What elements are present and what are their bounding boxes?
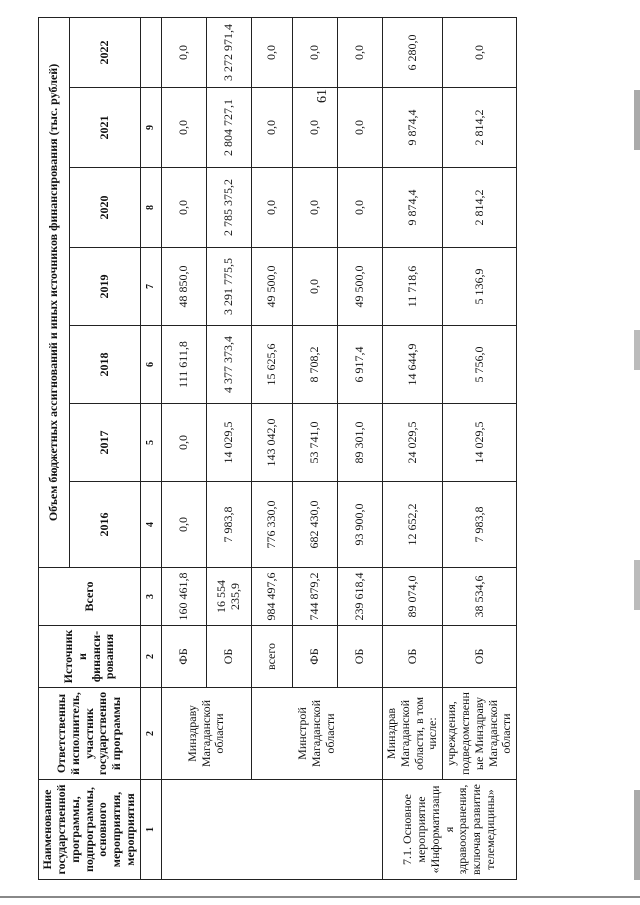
col-num: 4 (141, 482, 162, 568)
value-cell: 14 029,5 (443, 404, 517, 482)
value-cell: 682 430,0 (293, 482, 338, 568)
value-cell: 0,0 (162, 168, 207, 248)
value-cell: 48 850,0 (162, 248, 207, 326)
source-cell: ФБ (293, 626, 338, 688)
value-cell: 0,0 (162, 88, 207, 168)
col-executor-header: Ответственный исполнитель, участник государственной программы (39, 688, 141, 780)
col-num: 2 (141, 688, 162, 780)
executor-cell: Минздраву Магаданской области (162, 688, 252, 780)
value-cell: 49 500,0 (252, 248, 293, 326)
value-cell: 2 814,2 (443, 168, 517, 248)
header-row (39, 17, 70, 879)
col-num: 9 (141, 88, 162, 168)
value-cell: 89 301,0 (338, 404, 383, 482)
column-numbers-row (141, 17, 162, 879)
year-2019: 2019 (70, 248, 141, 326)
value-cell: 49 500,0 (338, 248, 383, 326)
value-cell: 53 741,0 (293, 404, 338, 482)
source-cell: ОБ (338, 626, 383, 688)
year-2016: 2016 (70, 482, 141, 568)
table-row (443, 17, 517, 879)
col-sources-header: Источники финанси-рования (39, 626, 141, 688)
budget-table (38, 17, 517, 880)
source-cell: ОБ (383, 626, 443, 688)
year-2017: 2017 (70, 404, 141, 482)
executor-cell: Минздрав Магаданской области, в том числе: (383, 688, 443, 780)
col-num: 6 (141, 326, 162, 404)
value-cell: 9 874,4 (383, 168, 443, 248)
year-2021: 2021 (70, 88, 141, 168)
scan-edge-mark (634, 560, 640, 610)
value-cell: 15 625,6 (252, 326, 293, 404)
table-row (162, 17, 207, 879)
table-row (252, 17, 293, 879)
total-cell: 984 497,6 (252, 568, 293, 626)
value-cell: 6 917,4 (338, 326, 383, 404)
value-cell: 0,0 (293, 168, 338, 248)
total-cell: 239 618,4 (338, 568, 383, 626)
value-cell: 0,0 (293, 248, 338, 326)
col-num: 8 (141, 168, 162, 248)
source-cell: ФБ (162, 626, 207, 688)
value-cell: 0,0 (252, 88, 293, 168)
value-cell: 14 644,9 (383, 326, 443, 404)
scan-edge-mark (634, 90, 640, 150)
value-cell: 5 136,9 (443, 248, 517, 326)
value-cell: 7 983,8 (443, 482, 517, 568)
value-cell: 111 611,8 (162, 326, 207, 404)
value-cell: 14 029,5 (207, 404, 252, 482)
col-num (141, 17, 162, 87)
value-cell: 0,0 (338, 88, 383, 168)
value-cell: 8 708,2 (293, 326, 338, 404)
value-cell: 0,0 (293, 17, 338, 87)
col-num: 5 (141, 404, 162, 482)
value-cell: 6 280,0 (383, 17, 443, 87)
value-cell: 0,0 (252, 17, 293, 87)
scan-edge-mark (634, 790, 640, 880)
value-cell: 776 330,0 (252, 482, 293, 568)
value-cell: 3 291 775,5 (207, 248, 252, 326)
year-2018: 2018 (70, 326, 141, 404)
name-cell (162, 780, 383, 880)
value-cell: 2 804 727,1 (207, 88, 252, 168)
value-cell: 11 718,6 (383, 248, 443, 326)
scan-bottom-edge (0, 896, 640, 898)
value-cell: 0,0 (162, 404, 207, 482)
total-cell: 160 461,8 (162, 568, 207, 626)
total-cell: 89 074,0 (383, 568, 443, 626)
total-cell: 16 554 235,9 (207, 568, 252, 626)
value-cell: 2 785 375,2 (207, 168, 252, 248)
scan-edge-mark (634, 330, 640, 370)
value-cell: 0,0 (252, 168, 293, 248)
value-cell: 3 272 971,4 (207, 17, 252, 87)
source-cell: всего (252, 626, 293, 688)
year-2022: 2022 (70, 17, 141, 87)
value-cell: 143 042,0 (252, 404, 293, 482)
value-cell: 9 874,4 (383, 88, 443, 168)
value-cell: 0,0 (293, 88, 338, 168)
value-cell: 0,0 (338, 17, 383, 87)
col-total-header: Всего (39, 568, 141, 626)
value-cell: 0,0 (162, 482, 207, 568)
value-cell: 24 029,5 (383, 404, 443, 482)
col-num: 7 (141, 248, 162, 326)
value-cell: 4 377 373,4 (207, 326, 252, 404)
value-cell: 0,0 (338, 168, 383, 248)
value-cell: 0,0 (443, 17, 517, 87)
table-row (383, 17, 443, 879)
col-num: 1 (141, 780, 162, 880)
col-num: 2 (141, 626, 162, 688)
value-cell: 2 814,2 (443, 88, 517, 168)
source-cell: ОБ (443, 626, 517, 688)
executor-cell: Минстрой Магаданской области (252, 688, 383, 780)
document-table-wrapper (38, 18, 606, 880)
year-2020: 2020 (70, 168, 141, 248)
value-cell: 5 756,0 (443, 326, 517, 404)
measure-name-cell: 7.1. Основное мероприятие «Информатизация здравоохранения, включая развитие телемедицины» (383, 780, 517, 880)
col-num: 3 (141, 568, 162, 626)
value-cell: 0,0 (162, 17, 207, 87)
value-cell: 12 652,2 (383, 482, 443, 568)
total-cell: 744 879,2 (293, 568, 338, 626)
col-volume-header: Объем бюджетных ассигнований и иных источников финансирования (тыс. рублей) (39, 17, 70, 567)
col-name-header: Наименование государственной программы, подпрограммы, основного мероприятия, мероприятия (39, 780, 141, 880)
value-cell: 93 900,0 (338, 482, 383, 568)
value-cell: 7 983,8 (207, 482, 252, 568)
executor-cell: учреждения, подведомственные Минздраву Магаданской области (443, 688, 517, 780)
source-cell: ОБ (207, 626, 252, 688)
page-number: 61 (315, 89, 330, 103)
total-cell: 38 534,6 (443, 568, 517, 626)
